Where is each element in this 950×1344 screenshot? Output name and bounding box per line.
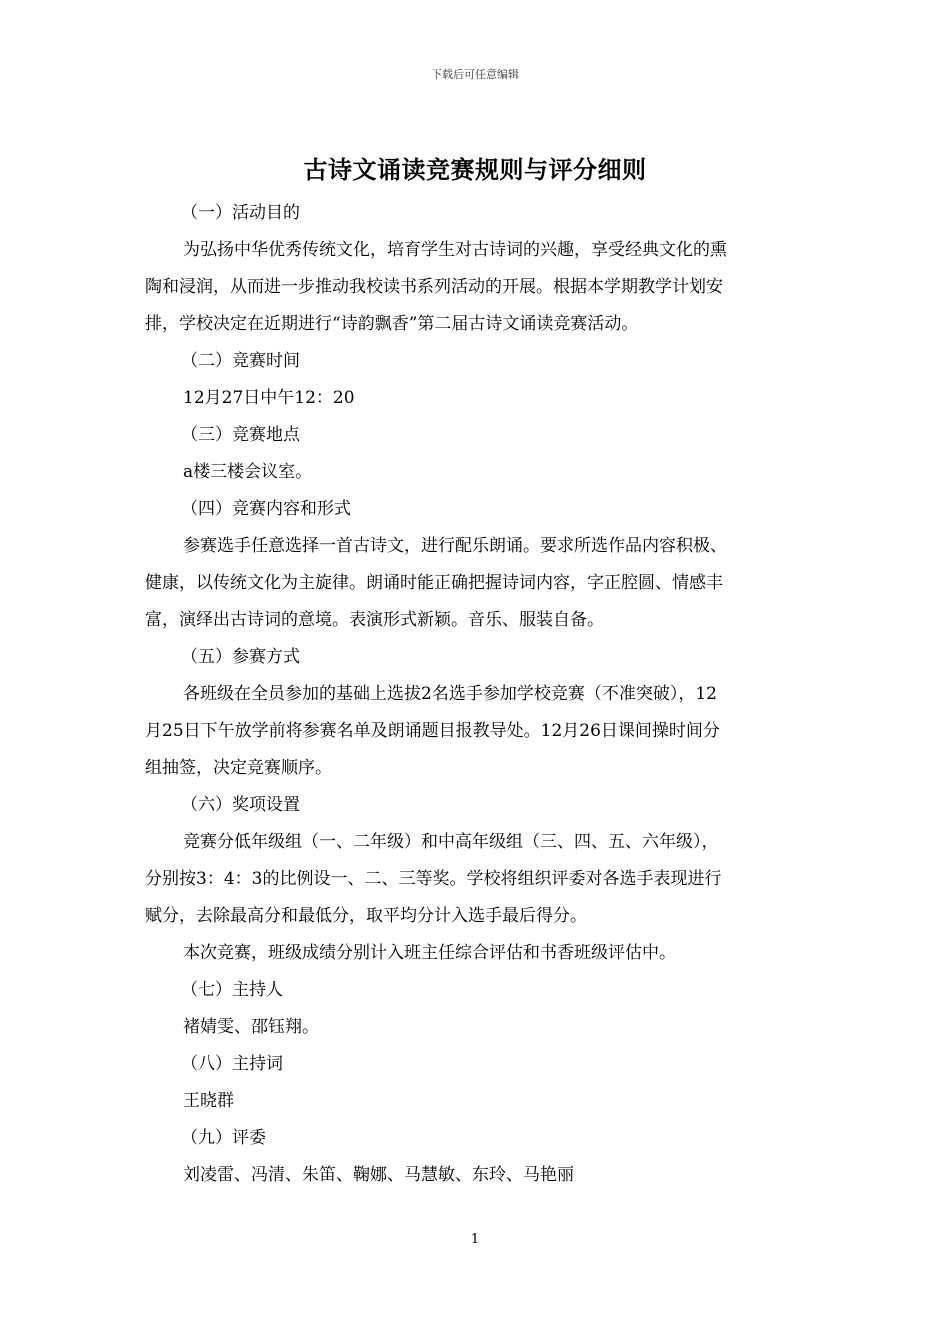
paragraph-line: 健康，以传统文化为主旋律。朗诵时能正确把握诗词内容，字正腔圆、情感丰: [145, 573, 723, 593]
paragraph-line: 本次竞赛，班级成绩分别计入班主任综合评估和书香班级评估中。: [183, 943, 676, 963]
section-heading-hosts: （七）主持人: [181, 980, 283, 1000]
document-title: 古诗文诵读竞赛规则与评分细则: [303, 155, 647, 184]
paragraph-line: a楼三楼会议室。: [183, 462, 313, 482]
paragraph-line: 月25日下午放学前将参赛名单及朗诵题目报教导处。12月26日课间操时间分: [145, 721, 720, 741]
section-heading-content-form: （四）竞赛内容和形式: [181, 499, 351, 519]
section-heading-judges: （九）评委: [181, 1128, 266, 1148]
paragraph-line: 竞赛分低年级组（一、二年级）和中高年级组（三、四、五、六年级），: [183, 832, 719, 852]
section-heading-awards: （六）奖项设置: [181, 795, 300, 815]
paragraph-line: 陶和浸润，从而进一步推动我校读书系列活动的开展。根据本学期教学计划安: [145, 277, 723, 297]
paragraph-line: 为弘扬中华优秀传统文化，培育学生对古诗词的兴趣，享受经典文化的熏: [183, 240, 727, 260]
paragraph-line: 各班级在全员参加的基础上选拔2名选手参加学校竞赛（不准突破），12: [183, 684, 717, 704]
paragraph-line: 排，学校决定在近期进行“诗韵飘香”第二届古诗文诵读竞赛活动。: [145, 314, 639, 334]
paragraph-line: 参赛选手任意选择一首古诗文，进行配乐朗诵。要求所选作品内容积极、: [183, 536, 727, 556]
paragraph-line: 分别按3：4：3的比例设一、二、三等奖。学校将组织评委对各选手表现进行: [145, 869, 722, 889]
paragraph-line: 富，演绎出古诗词的意境。表演形式新颖。音乐、服装自备。: [145, 610, 604, 630]
paragraph-line: 褚婧雯、邵钰翔。: [183, 1017, 319, 1037]
paragraph-line: 刘凌雷、冯清、朱笛、鞠娜、马慧敏、东玲、马艳丽: [183, 1165, 574, 1185]
paragraph-line: 组抽签，决定竞赛顺序。: [145, 758, 332, 778]
page-header-note: 下载后可任意编辑: [431, 68, 519, 81]
section-heading-location: （三）竞赛地点: [181, 425, 300, 445]
section-heading-participation: （五）参赛方式: [181, 647, 300, 667]
section-heading-purpose: （一）活动目的: [181, 203, 300, 223]
page-number: 1: [470, 1232, 480, 1247]
paragraph-line: 王晓群: [183, 1091, 234, 1111]
paragraph-line: 12月27日中午12：20: [183, 388, 355, 408]
section-heading-time: （二）竞赛时间: [181, 351, 300, 371]
section-heading-host-script: （八）主持词: [181, 1054, 283, 1074]
paragraph-line: 赋分，去除最高分和最低分，取平均分计入选手最后得分。: [145, 906, 587, 926]
document-body: [145, 195, 810, 1194]
